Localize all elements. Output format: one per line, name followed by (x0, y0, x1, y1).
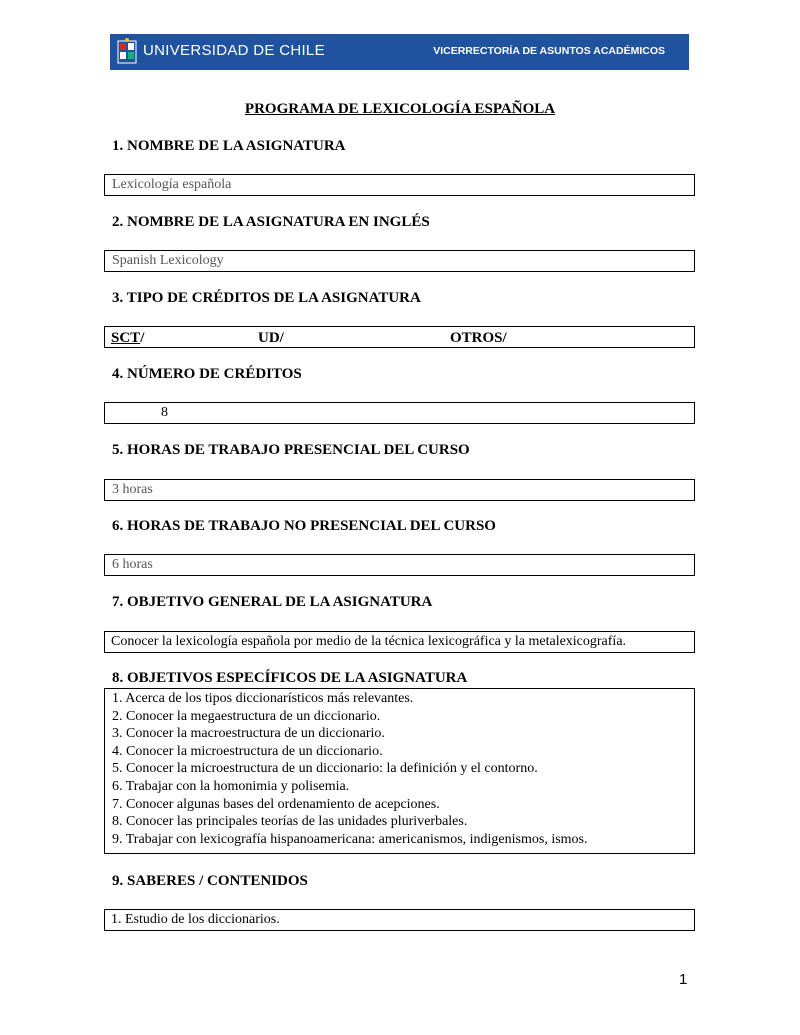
section-9-value: 1. Estudio de los diccionarios. (104, 909, 695, 931)
section-2-value: Spanish Lexicology (104, 250, 695, 272)
section-1-value: Lexicología española (104, 174, 695, 196)
list-item: 6. Trabajar con la homonimia y polisemia. (112, 778, 350, 794)
list-item: 7. Conocer algunas bases del ordenamiento de acepciones. (112, 796, 440, 812)
specific-objectives-list (104, 688, 695, 854)
credit-types-row (104, 326, 695, 348)
list-item: 8. Conocer las principales teorías de las unidades pluriverbales. (112, 814, 468, 830)
list-item: 5. Conocer la microestructura de un diccionario: la definición y el contorno. (112, 761, 538, 777)
header-banner (110, 34, 689, 70)
section-4-heading: 4. NÚMERO DE CRÉDITOS (112, 366, 302, 382)
section-6-heading: 6. HORAS DE TRABAJO NO PRESENCIAL DEL CURSO (112, 518, 496, 534)
list-item: 2. Conocer la megaestructura de un diccionario. (112, 708, 381, 724)
section-8-heading: 8. OBJETIVOS ESPECÍFICOS DE LA ASIGNATURA (112, 670, 468, 686)
credit-ud: UD/ (258, 330, 284, 346)
section-9-heading: 9. SABERES / CONTENIDOS (112, 873, 308, 889)
university-seal-icon (116, 37, 138, 67)
list-item: 4. Conocer la microestructura de un diccionario. (112, 743, 383, 759)
credit-otros: OTROS/ (450, 330, 507, 346)
document-title: PROGRAMA DE LEXICOLOGÍA ESPAÑOLA (244, 101, 556, 117)
list-item: 3. Conocer la macroestructura de un diccionario. (112, 726, 385, 742)
section-5-heading: 5. HORAS DE TRABAJO PRESENCIAL DEL CURSO (112, 442, 470, 458)
section-3-heading: 3. TIPO DE CRÉDITOS DE LA ASIGNATURA (112, 290, 421, 306)
page-number: 1 (679, 971, 688, 988)
section-7-value: Conocer la lexicología española por medio de la técnica lexicográfica y la metalexicografía. (104, 631, 695, 653)
section-6-value: 6 horas (104, 554, 695, 576)
university-name: UNIVERSIDAD DE CHILE (143, 42, 325, 59)
list-item: 1. Acerca de los tipos diccionarísticos más relevantes. (112, 691, 414, 706)
section-2-heading: 2. NOMBRE DE LA ASIGNATURA EN INGLÉS (112, 214, 430, 230)
section-5-value: 3 horas (104, 479, 695, 501)
credit-sct: SCT/ (111, 330, 145, 346)
section-1-heading: 1. NOMBRE DE LA ASIGNATURA (112, 138, 346, 154)
vicerrectoria-label: VICERRECTORÍA DE ASUNTOS ACADÉMICOS (433, 45, 665, 57)
section-7-heading: 7. OBJETIVO GENERAL DE LA ASIGNATURA (112, 594, 433, 610)
section-4-value: 8 (104, 402, 695, 424)
list-item: 9. Trabajar con lexicografía hispanoamericana: americanismos, indigenismos, ismos. (112, 831, 588, 847)
